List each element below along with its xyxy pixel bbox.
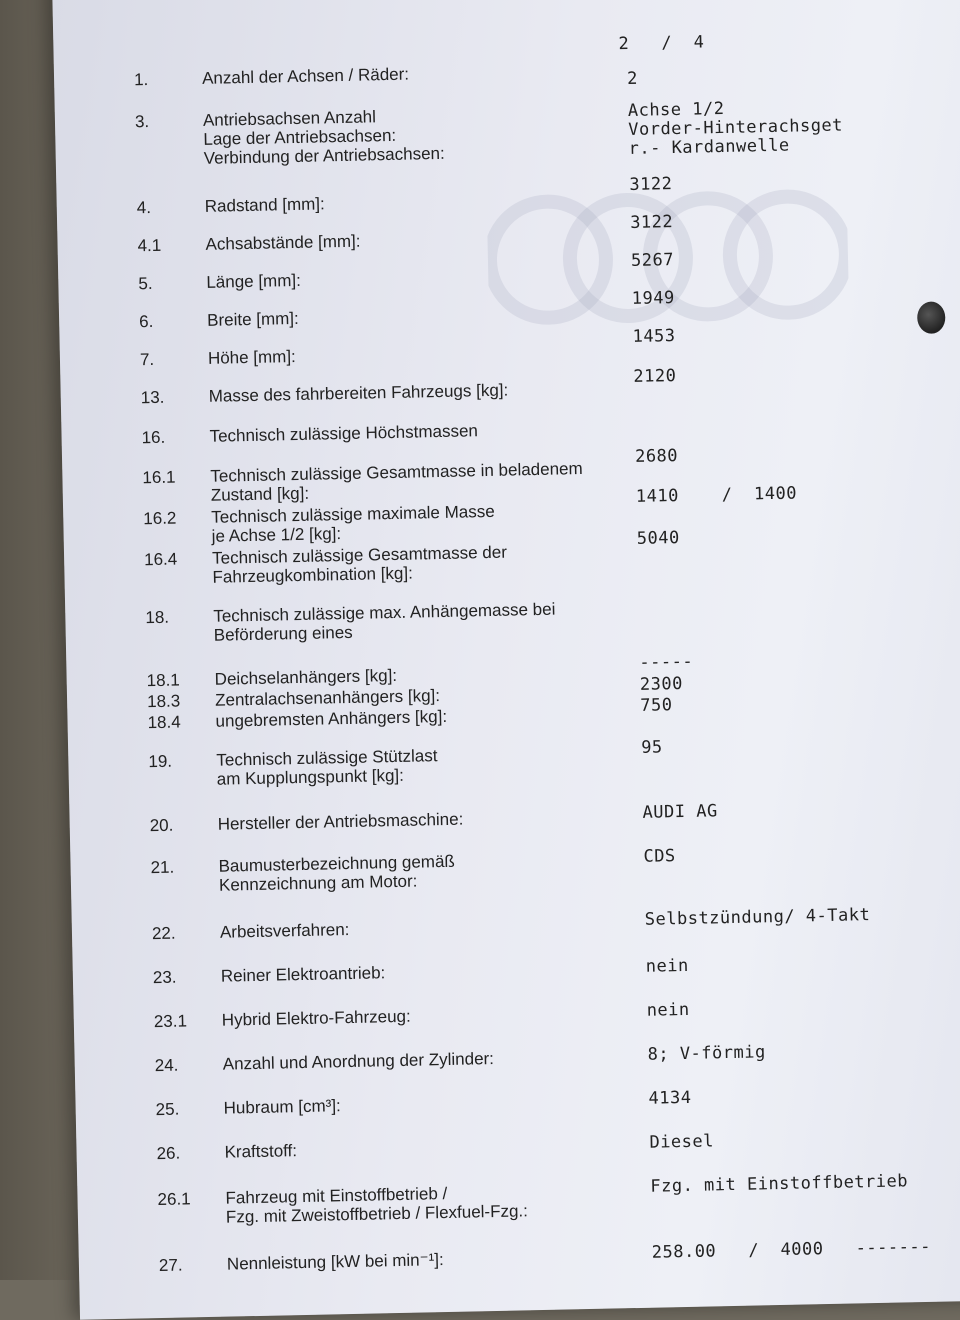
value-line: 2680 (634, 445, 679, 467)
label-line: Achsabstände [mm]: (205, 231, 361, 254)
row-number: 21. (150, 857, 175, 878)
label-line: Technisch zulässige max. Anhängemasse bei (213, 599, 556, 626)
row-number: 24. (154, 1055, 179, 1076)
label-line: ungebremsten Anhängers [kg]: (215, 706, 448, 731)
label-line: Höhe [mm]: (207, 346, 296, 368)
row-label (212, 543, 508, 587)
label-line: Kennzeichnung am Motor: (218, 871, 418, 895)
value-line: nein (646, 999, 690, 1021)
row-number: 16.1 (142, 467, 176, 488)
label-line: Antriebsachsen Anzahl (202, 107, 377, 130)
row-number: 16.2 (143, 508, 177, 529)
label-line: Kraftstoff: (224, 1141, 298, 1162)
row-label (218, 852, 455, 895)
label-line: Baumusterbezeichnung gemäß (218, 851, 455, 876)
row-label (221, 963, 386, 985)
row-label (218, 810, 464, 834)
value-line: 258.00 / 4000 ------- (651, 1236, 932, 1263)
row-label (225, 1182, 528, 1226)
row-value (633, 367, 676, 387)
row-label (216, 746, 438, 789)
label-line: Zentralachsenanhängers [kg]: (214, 686, 441, 710)
row-number: 18. (145, 607, 170, 628)
label-line: Beförderung eines (213, 622, 353, 645)
value-line: 1453 (632, 326, 676, 347)
value-line: 2300 (639, 673, 684, 695)
row-number: 20. (149, 815, 174, 836)
row-number: 6. (138, 311, 154, 332)
row-value (632, 327, 675, 347)
label-line: Arbeitsverfahren: (219, 919, 350, 942)
row-value (637, 529, 680, 549)
row-value (646, 957, 689, 977)
row-number: 5. (138, 273, 153, 294)
row-label (222, 1007, 411, 1030)
label-line: Deichselanhängers [kg]: (214, 665, 398, 689)
label-line: Hybrid Elektro-Fahrzeug: (221, 1006, 411, 1030)
page-indicator: 2 / 4 (618, 32, 705, 55)
row-label (223, 1096, 341, 1117)
value-line: AUDI AG (642, 801, 718, 823)
punch-hole-top (917, 301, 946, 334)
label-line: Breite [mm]: (206, 308, 299, 330)
label-line: Lage der Antriebsachsen: (203, 125, 397, 149)
row-label (213, 600, 556, 645)
label-line: Hersteller der Antriebsmaschine: (217, 809, 464, 834)
row-label (214, 666, 397, 689)
label-line: Nennleistung [kW bei min⁻¹]: (226, 1250, 444, 1274)
label-line: Technisch zulässige Höchstmassen (209, 421, 479, 446)
label-line: je Achse 1/2 [kg]: (211, 524, 342, 546)
row-number: 25. (155, 1099, 180, 1120)
row-value (652, 1238, 931, 1263)
row-number: 1. (133, 70, 149, 90)
label-line: Fzg. mit Zweistoffbetrieb / Flexfuel-Fzg.: (225, 1201, 529, 1227)
label-line: Verbindung der Antriebsachsen: (203, 143, 445, 168)
value-line: 2 (626, 68, 639, 89)
row-value (629, 175, 672, 195)
row-label (202, 65, 409, 88)
label-line: Anzahl und Anordnung der Zylinder: (222, 1048, 495, 1074)
row-label (227, 1250, 444, 1274)
value-line: Fzg. mit Einstoffbetrieb (650, 1171, 909, 1197)
row-label (207, 309, 299, 330)
row-label (211, 502, 495, 546)
row-value (640, 696, 673, 716)
value-line: 5267 (630, 250, 675, 271)
label-line: am Kupplungspunkt [kg]: (216, 765, 405, 789)
row-value (631, 251, 674, 271)
label-line: Fahrzeugkombination [kg]: (212, 563, 414, 587)
value-line: r.- Kardanwelle (628, 135, 790, 159)
row-value (641, 738, 663, 757)
value-line: CDS (643, 846, 676, 867)
label-line: Reiner Elektroantrieb: (220, 963, 386, 986)
label-line: Technisch zulässige Gesamtmasse der (211, 542, 508, 568)
row-number: 19. (148, 751, 173, 772)
row-value (648, 1089, 691, 1109)
row-label (203, 106, 445, 168)
row-label (206, 271, 301, 292)
label-line: Technisch zulässige Stützlast (216, 746, 438, 770)
row-number: 23.1 (153, 1011, 188, 1032)
label-line: Hubraum [cm³]: (223, 1096, 341, 1118)
row-label (205, 232, 360, 254)
row-label (205, 194, 325, 216)
row-value (632, 289, 675, 309)
value-line: Vorder-Hinterachsget (628, 115, 844, 140)
value-line: 2120 (633, 366, 677, 387)
row-number: 4. (136, 197, 152, 218)
row-value (639, 653, 693, 673)
row-value (640, 675, 683, 695)
value-line: 3122 (629, 174, 673, 195)
value-line: 5040 (636, 527, 680, 549)
row-value (636, 485, 797, 507)
row-label (215, 707, 447, 731)
row-number: 26.1 (157, 1189, 191, 1210)
row-value (643, 847, 676, 867)
row-value (635, 447, 678, 467)
label-line: Technisch zulässige maximale Masse (211, 501, 495, 527)
row-number: 4.1 (137, 235, 162, 256)
row-number: 26. (156, 1143, 181, 1164)
value-line: 1410 / 1400 (635, 483, 798, 507)
row-number: 18.3 (146, 691, 181, 712)
row-number: 27. (158, 1255, 183, 1276)
row-number: 18.1 (146, 670, 180, 691)
value-line: 750 (640, 695, 673, 716)
value-line: 8; V-förmig (647, 1042, 766, 1065)
row-label (209, 381, 509, 406)
row-value (627, 70, 638, 89)
row-number: 16. (141, 427, 166, 448)
row-label (223, 1049, 495, 1074)
row-value (649, 1132, 714, 1152)
value-line: ----- (639, 651, 694, 673)
row-number: 16.4 (143, 549, 178, 570)
value-line: 95 (641, 737, 663, 758)
row-number: 13. (140, 387, 165, 408)
label-line: Radstand [mm]: (204, 194, 325, 216)
row-value (647, 1043, 765, 1064)
label-line: Zustand [kg]: (210, 483, 310, 505)
row-label (220, 920, 350, 942)
row-label (210, 459, 583, 505)
value-line: Diesel (649, 1131, 715, 1153)
row-label (224, 1141, 297, 1162)
label-line: Technisch zulässige Gesamtmasse in beladenem (210, 458, 583, 486)
label-line: Masse des fahrbereiten Fahrzeugs [kg]: (208, 380, 509, 406)
value-line: Achse 1/2 (627, 98, 725, 121)
row-value (645, 906, 871, 930)
value-line: 1949 (631, 288, 675, 309)
row-number: 18.4 (147, 712, 181, 733)
row-number: 23. (152, 967, 177, 988)
row-number: 7. (139, 349, 155, 370)
row-value (650, 1172, 908, 1196)
label-line: Länge [mm]: (206, 270, 302, 292)
value-line: 4134 (648, 1087, 692, 1109)
row-number: 22. (151, 923, 176, 944)
row-label (215, 686, 440, 710)
row-value (647, 1001, 690, 1021)
document-sheet (52, 0, 960, 1320)
row-label (208, 347, 296, 368)
value-line: Selbstzündung/ 4-Takt (644, 905, 871, 930)
row-value (630, 213, 673, 233)
row-label (209, 421, 478, 446)
value-line: nein (645, 955, 689, 977)
label-line: Anzahl der Achsen / Räder: (201, 64, 410, 88)
row-value (628, 97, 844, 158)
row-number: 3. (134, 111, 150, 132)
row-value (642, 802, 718, 823)
value-line: 3122 (630, 212, 674, 233)
label-line: Fahrzeug mit Einstoffbetrieb / (225, 1183, 448, 1208)
